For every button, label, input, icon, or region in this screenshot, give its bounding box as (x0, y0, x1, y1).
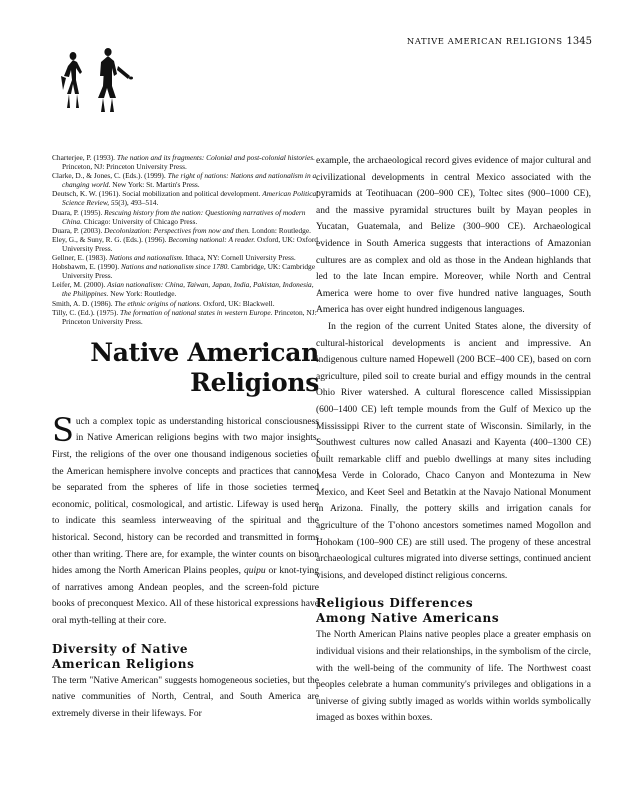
reference-authors: Tilly, C. (Ed.). (1975). (52, 307, 121, 317)
article-title (52, 338, 319, 398)
religious-differences-section (316, 627, 591, 727)
decorative-figures-illustration (52, 46, 142, 118)
reference-title: The right of nations: Nations and nationalism in a changing world. (62, 171, 317, 190)
reference-entry (52, 280, 319, 298)
reference-authors: Smith, A. D. (1986). (52, 298, 115, 308)
reference-title: The nation and its fragments: Colonial and post-colonial histories. (116, 153, 315, 162)
reference-publisher: (3), 493–514. (118, 198, 159, 208)
reference-publisher: Chicago: University of Chicago Press. (81, 216, 198, 226)
reference-publisher: London: Routledge. (250, 225, 311, 235)
reference-entry (52, 171, 319, 189)
religious-differences-paragraph: The North American Plains native peoples place a greater emphasis on individual visions and their relationships, in the symbolism of the circle, with the well-being of the community of life. The Northwest coast peoples celebrate a human community's privileges and obligations in a universe of giving subtly imaged as worlds within worlds symbolically imaged as boxes within boxes. (316, 630, 591, 724)
reference-authors: Gellner, E. (1983). (52, 253, 110, 263)
reference-authors: Deutsch, K. W. (1961). Social mobilization and political development. (52, 189, 263, 199)
reference-entry (52, 262, 319, 280)
reference-entry (52, 308, 319, 326)
drop-cap: S (52, 410, 74, 449)
reference-title: Nations and nationalism since 1780. (120, 262, 230, 272)
united-states-paragraph: In the region of the current United States alone, the diversity of cultural-historical developments is ancient and impressive. An indigenous culture named Hopewell (200 BCE–400 CE), based on corn agriculture, piled soil to create burial and effigy mounds in the central Ohio River watershed. A cultural florescence called Mississippian (600–1400 CE) left temple mounds from the Gulf of Mexico up the Mississippi River to the current state of Wisconsin. Similarly, in the Southwest cultures now called Anasazi and Kayenta (400–1300 CE) built remarkable cliff and pueblo dwellings at many sites including Mesa Verde in Colorado, Chaco Canyon and Montezuma in New Mexico, and Keet Seel and Betatkin at the Navajo National Monument in Arizona. Finally, the pottery skills and irrigation canals for agriculture of the T'ohono ancestors sometimes named Mogollon and Hohokam (100–900 CE) are still used. The progeny of these ancestral archaeological cultures migrated into diverse settings, continued ancient visions, and developed distinct religious concerns. (316, 321, 591, 581)
reference-authors: Clarke, D., & Jones, C. (Eds.). (1999). (52, 171, 168, 181)
reference-entry (52, 299, 319, 308)
intro-paragraph (52, 410, 319, 630)
reference-authors: Duara, P. (1995). (52, 207, 105, 217)
section-heading-diversity (52, 642, 319, 672)
reference-title: Decolonization: Perspectives from now and then. (104, 225, 251, 235)
reference-authors: Charterjee, P. (1993). (52, 153, 117, 162)
section-heading-differences-line-2: Among Native Americans (316, 611, 500, 626)
right-column (316, 153, 591, 727)
reference-entry (52, 235, 319, 253)
running-title: NATIVE AMERICAN RELIGIONS (406, 36, 563, 46)
reference-title: Rescuing history from the nation: Questioning narratives of modern China. (62, 207, 306, 226)
reference-entry (52, 189, 319, 207)
reference-entry (52, 253, 319, 262)
reference-authors: Duara, P. (2003). (52, 225, 105, 235)
reference-publisher: Oxford, UK: Blackwell. (201, 298, 275, 308)
reference-publisher: Princeton, NJ: Princeton University Press. (62, 307, 317, 326)
reference-list (52, 153, 319, 326)
reference-entry (52, 153, 319, 171)
right-column-body (316, 153, 591, 584)
article-title-line-1: Native American (90, 337, 319, 367)
running-head (372, 36, 592, 47)
reference-publisher: Cambridge, UK: Cambridge University Press. (62, 262, 315, 281)
reference-title: American Political Science Review, 55 (62, 189, 319, 208)
diversity-section (52, 673, 319, 723)
section-heading-religious-differences (316, 596, 591, 626)
reference-publisher: New York: St. Martin's Press. (110, 180, 200, 190)
left-column (52, 153, 319, 722)
intro-text-end: or knot-tying of narratives among Andean peoples, and the screen-fold picture books of preconquest Mexico. All of these historical expressions have oral myth-telling at their core. (52, 566, 319, 626)
reference-publisher: New York: Routledge. (108, 289, 177, 299)
reference-title: Asian nationalism: China, Taiwan, Japan, India, Pakistan, Indonesia, the Philippines. (62, 280, 314, 299)
reference-authors: Eley, G., & Suny, R. G. (Eds.). (1996). (52, 234, 169, 244)
reference-title: The formation of national states in western Europe. (120, 307, 273, 317)
reference-authors: Leifer, M. (2000). (52, 280, 108, 290)
article-title-line-2: Religions (190, 367, 319, 397)
reference-publisher: Oxford, UK: Oxford University Press. (62, 234, 318, 253)
diversity-paragraph: The term "Native American" suggests homogeneous societies, but the native communities of North, Central, and South America are extremely diverse in their lifeways. For (52, 675, 319, 719)
section-heading-differences-line-1: Religious Differences (316, 596, 474, 611)
intro-quipu: quipu (243, 566, 266, 577)
archaeology-paragraph: example, the archaeological record gives evidence of major cultural and civilizational developments in central Mexico associated with the pyramids at Teotihuacan (200–900 CE), Toltec sites (900–1000 CE), and the massive pyramidal structures built by Mayan peoples in Yucatan, Guatemala, and Belize (300–900 CE). Archaeological evidence in South America suggests that interactions of Amazonian cultures are as complex and old as those in the Andean highlands that led to the late Incan empire. Moreover, while North and Central America were home to over five hundred native languages, South America has over eight hundred indigenous languages. (316, 156, 591, 316)
reference-entry (52, 208, 319, 226)
reference-title: Becoming national: A reader. (168, 234, 256, 244)
intro-section (52, 410, 319, 630)
intro-text: uch a complex topic as understanding historical consciousness in Native American religions begins with two major insights. First, the religions of the over one thousand indigenous societies of the American hemisphere involve concepts and practices that cannot be separated from the spheres of life in those societies termed economic, political, cosmological, and artistic. Lifeway is used here to indicate this seamless interweaving of the spiritual and the historical. Second, history can be recorded and transmitted in forms other than writing. There are, for example, the winter counts on bison hides among the North American Plains peoples, (52, 416, 319, 577)
reference-authors: Hobsbawm, E. (1990). (52, 262, 121, 272)
section-heading-diversity-line-1: Diversity of Native (52, 641, 189, 656)
reference-title: The ethnic origins of nations. (114, 298, 202, 308)
reference-publisher: Ithaca, NY: Cornell University Press. (183, 253, 296, 263)
page-number: 1345 (566, 36, 592, 47)
reference-entry (52, 226, 319, 235)
reference-publisher: Princeton, NJ: Princeton University Press. (62, 162, 187, 172)
reference-title: Nations and nationalism. (109, 253, 184, 263)
section-heading-diversity-line-2: American Religions (52, 656, 195, 671)
